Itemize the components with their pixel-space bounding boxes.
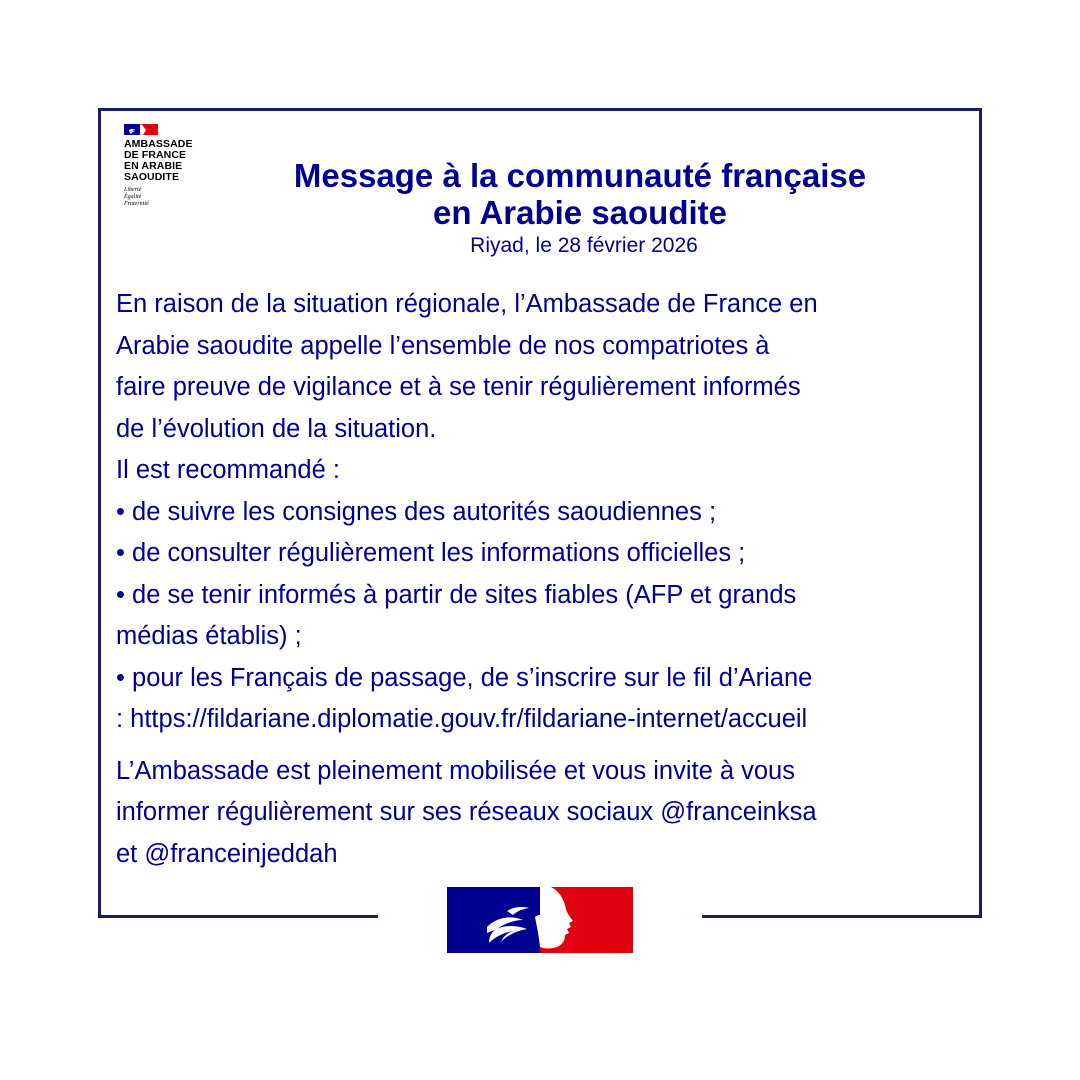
recommendation-item: • de consulter régulièrement les informations officielles ; bbox=[116, 539, 746, 567]
recommendation-intro: Il est recommandé : bbox=[116, 456, 340, 484]
closing-line: et @franceinjeddah bbox=[116, 839, 338, 868]
body-line: En raison de la situation régionale, l’Ambassade de France en bbox=[116, 290, 818, 318]
fil-ariane-link[interactable]: : https://fildariane.diplomatie.gouv.fr/fildariane-internet/accueil bbox=[116, 705, 808, 733]
motto-line: Fraternité bbox=[124, 201, 149, 207]
recommendation-item: • pour les Français de passage, de s’inscrire sur le fil d’Ariane bbox=[116, 663, 813, 692]
title-line: Message à la communauté française bbox=[293, 157, 867, 194]
body-line: Arabie saoudite appelle l’ensemble de nos compatriotes à bbox=[116, 331, 770, 360]
marianne-mini-logo-icon bbox=[124, 124, 158, 135]
marianne-logo-icon bbox=[447, 887, 633, 953]
embassy-name-line: EN ARABIE bbox=[124, 160, 183, 172]
recommendation-item: • de se tenir informés à partir de sites fiables (AFP et grands bbox=[116, 580, 797, 609]
body-line: faire preuve de vigilance et à se tenir régulièrement informés bbox=[116, 373, 801, 401]
body-line: de l’évolution de la situation. bbox=[116, 414, 437, 443]
title-line: en Arabie saoudite bbox=[432, 194, 728, 231]
recommendation-item-continued: médias établis) ; bbox=[116, 622, 302, 650]
recommendation-item: • de suivre les consignes des autorités saoudiennes ; bbox=[116, 497, 717, 526]
message-date: Riyad, le 28 février 2026 bbox=[470, 234, 698, 257]
message-title bbox=[200, 157, 960, 231]
closing-line: L’Ambassade est pleinement mobilisée et vous invite à vous bbox=[116, 756, 795, 785]
embassy-name-line: SAOUDITE bbox=[124, 171, 180, 183]
motto-line: Égalité bbox=[124, 194, 142, 200]
motto-line: Liberté bbox=[124, 187, 142, 193]
embassy-name-line: DE FRANCE bbox=[124, 149, 187, 161]
closing-line: informer régulièrement sur ses réseaux sociaux @franceinksa bbox=[116, 798, 817, 826]
embassy-name-line: AMBASSADE bbox=[124, 138, 193, 150]
message-body bbox=[116, 284, 972, 875]
